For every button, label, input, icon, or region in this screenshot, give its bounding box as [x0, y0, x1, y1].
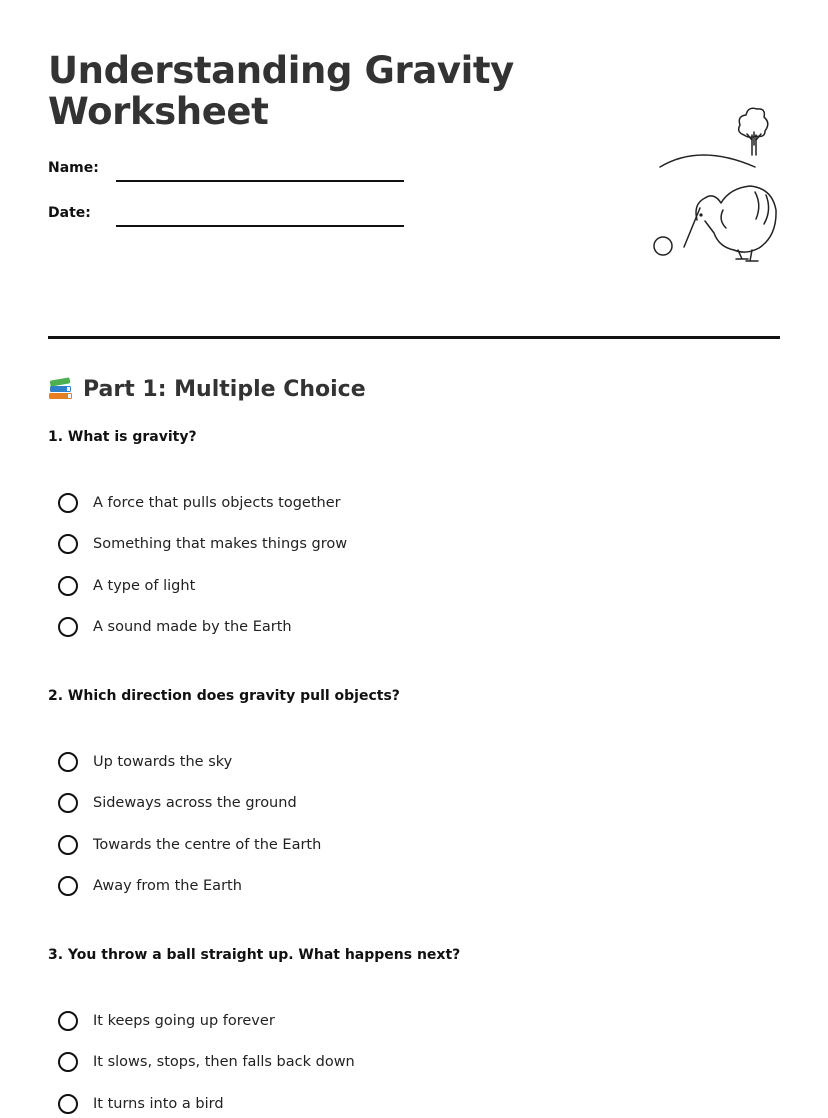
radio-button[interactable]: [58, 835, 78, 855]
q1-option-b[interactable]: [58, 531, 347, 557]
radio-button[interactable]: [58, 1052, 78, 1072]
date-label: Date:: [48, 205, 91, 221]
radio-button[interactable]: [58, 576, 78, 596]
radio-button[interactable]: [58, 793, 78, 813]
question-1-text: 1. What is gravity?: [48, 429, 197, 445]
section-title: Part 1: Multiple Choice: [83, 376, 366, 402]
q1-option-a[interactable]: [58, 490, 341, 516]
radio-button[interactable]: [58, 1094, 78, 1114]
option-label: A force that pulls objects together: [93, 495, 341, 511]
q2-option-c[interactable]: [58, 832, 321, 858]
name-field[interactable]: [48, 160, 408, 190]
date-line[interactable]: [116, 225, 404, 227]
q2-option-a[interactable]: [58, 749, 232, 775]
radio-button[interactable]: [58, 534, 78, 554]
option-label: Towards the centre of the Earth: [93, 837, 322, 853]
q1-option-c[interactable]: [58, 573, 195, 599]
worksheet-title: [48, 50, 568, 132]
q2-option-b[interactable]: [58, 790, 297, 816]
ball-icon: [654, 237, 672, 255]
name-label: Name:: [48, 160, 99, 176]
books-icon: [48, 376, 74, 402]
radio-button[interactable]: [58, 752, 78, 772]
section-divider: [48, 336, 780, 339]
option-label: It turns into a bird: [93, 1096, 224, 1112]
q1-option-d[interactable]: [58, 614, 292, 640]
question-2-text: 2. Which direction does gravity pull objects?: [48, 688, 400, 704]
option-label: Up towards the sky: [93, 754, 233, 770]
radio-button[interactable]: [58, 1011, 78, 1031]
q3-option-a[interactable]: [58, 1008, 275, 1034]
worksheet-page: [48, 0, 780, 1118]
name-line[interactable]: [116, 180, 404, 182]
title-line-1: Understanding Gravity: [48, 49, 514, 92]
kiwi-bird-icon: [684, 186, 776, 261]
option-label: A sound made by the Earth: [93, 619, 292, 635]
title-line-2: Worksheet: [48, 90, 269, 133]
option-label: It keeps going up forever: [93, 1013, 275, 1029]
kiwi-illustration: [600, 100, 780, 270]
option-label: Something that makes things grow: [93, 536, 348, 552]
q3-option-b[interactable]: [58, 1049, 355, 1075]
q3-option-c[interactable]: [58, 1091, 224, 1117]
radio-button[interactable]: [58, 617, 78, 637]
option-label: It slows, stops, then falls back down: [93, 1054, 355, 1070]
option-label: A type of light: [93, 578, 196, 594]
tree-icon: [660, 108, 768, 167]
radio-button[interactable]: [58, 493, 78, 513]
date-field[interactable]: [48, 205, 408, 235]
q2-option-d[interactable]: [58, 873, 242, 899]
question-3-text: 3. You throw a ball straight up. What happens next?: [48, 947, 461, 963]
section-heading: [48, 373, 366, 405]
radio-button[interactable]: [58, 876, 78, 896]
option-label: Away from the Earth: [93, 878, 242, 894]
option-label: Sideways across the ground: [93, 795, 297, 811]
